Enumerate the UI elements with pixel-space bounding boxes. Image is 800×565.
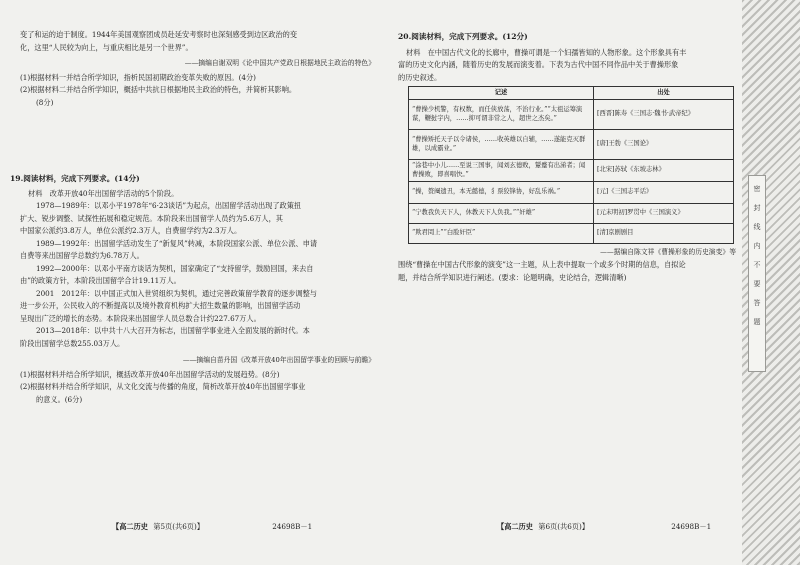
- q19-material: [20, 188, 375, 351]
- right-page: [398, 0, 736, 284]
- table-cell-source: [北宋]苏轼《东坡志林》: [594, 159, 734, 181]
- material-line: 材料 改革开放40年出国留学活动的5个阶段。: [28, 188, 179, 198]
- table-row: [409, 203, 734, 223]
- q19-part: (1)根据材料并结合所学知识，概括改革开放40年出国留学活动的发展趋势。(8分): [20, 369, 280, 379]
- q20-question-line: 围绕“曹操在中国古代形象的演变”这一主题，从上表中提取一个或多个时期的信息，自拟论: [398, 260, 686, 269]
- seal-char: 内: [753, 242, 761, 250]
- footer-code: 24698B－1: [671, 522, 712, 531]
- material-line: 自费等来出国留学总数约为6.78万人。: [20, 251, 144, 260]
- table-cell-text: “宁教我负天下人，休教天下人负我。”“奸雄”: [409, 203, 594, 223]
- table-cell-source: [元]《三国志平话》: [594, 181, 734, 203]
- prev-question-part: (1)根据材料一并结合所学知识，指析民国初期政治变革失败的原因。(4分): [20, 72, 256, 82]
- prev-question-part: (8分): [36, 97, 54, 107]
- footer-subject: 【高二历史: [497, 522, 533, 531]
- material-line: 2013—2018年：以中共十八大召开为标志，出国留学事业进入全面发展的新时代。本: [36, 326, 310, 335]
- q20-title: 20.阅读材料，完成下列要求。(12分): [398, 32, 528, 41]
- material-line: 1978—1989年：以邓小平1978年“6·23谈话”为起点，出国留学活动出现了政策扭: [36, 201, 302, 210]
- seal-char: 题: [753, 318, 761, 326]
- table-header: 记述: [409, 87, 594, 100]
- material-line: 1992—2000年：以邓小平南方谈话为契机，国家确定了“支持留学，鼓励回国，来去自: [36, 263, 314, 273]
- material-line: 扩大、锐步调整、试探性拓展和稳定规范。本阶段来出国留学人员约为5.6万人，其: [20, 213, 283, 223]
- footer-subject: 【高二历史: [112, 522, 148, 531]
- seal-char: 密: [753, 185, 761, 193]
- intro-line: 变了和运的迫于制度。1944年美国观察团成员赴延安考察时也深刻感受到边区政治的变: [20, 30, 298, 39]
- table-row: [409, 129, 734, 159]
- footer-page: 第6页(共6页)】: [538, 522, 589, 531]
- table-cell-source: [唐]王勃《三国论》: [594, 129, 734, 159]
- q19-part: (2)根据材料并结合所学知识，从文化交流与传播的角度，简析改革开放40年出国留学事业: [20, 382, 306, 391]
- table-cell-text: “涂巷中小儿……至说三国事，闻刘玄德败，颦蹙有出涕者；闻曹操败，即喜唱快。”: [409, 159, 594, 181]
- prev-question-part: (2)根据材料二并结合所学知识，概括中共抗日根据地民主政治的特色，并简析其影响。: [20, 85, 297, 94]
- seal-char: 答: [753, 299, 761, 307]
- material-line: 由”的政策方针，本阶段出国留学合计19.11万人。: [20, 276, 181, 285]
- table-cell-text: “操，赘阉遗丑，本无懿德，犭票狡锋协，好乱乐祸。”: [409, 181, 594, 203]
- table-cell-text: “曹操矫托天子以令诸侯，……收英雄以自辅，……遂能克灭群雄，以成霸业。”: [409, 129, 594, 159]
- seal-char: 要: [753, 280, 761, 288]
- seal-char: 线: [753, 223, 761, 231]
- table-header: 出处: [594, 87, 734, 100]
- left-footer: [112, 522, 312, 532]
- material-line: 2001 2012年：以中国正式加入世贸组织为契机，通过完善政策留学教育的逐步调整与: [36, 288, 317, 298]
- q19-part: 的意义。(6分): [36, 394, 83, 404]
- material-line: 材料 在中国古代文化的长廊中，曹操可谓是一个妇孺皆知的人物形象。这个形象具有丰: [406, 47, 687, 57]
- table-row: [409, 99, 734, 129]
- material-line: 阶段出国留学总数255.03万人。: [20, 338, 125, 348]
- table-cell-source: [清]京剧剧目: [594, 223, 734, 243]
- seal-line-text: [749, 180, 765, 332]
- table-cell-text: “曹操少机警，有权数，而任侠放荡，不治行业。”“太祖运筹演谋，鞭挝宇内，……抑可谓非常之人，超世之杰矣。”: [409, 99, 594, 129]
- q20-source: ——据编自陈文祥《曹操形象的历史演变》等: [600, 247, 736, 256]
- intro-source: ——摘编自谢双明《论中国共产党政日根据地民主政治的特色》: [184, 59, 375, 67]
- material-line: 进一步公开，公民收入的不断提高以及境外教育机构扩大招生数量的影响，出国留学活动: [20, 301, 301, 310]
- q19-source: ——摘编自苗丹国《改革开放40年出国留学事业的回顾与前瞻》: [182, 356, 375, 364]
- table-cell-text: “欺君罔上”“白脸奸臣”: [409, 223, 594, 243]
- seal-char: 封: [753, 204, 761, 212]
- right-footer: [497, 522, 711, 532]
- table-header-row: [409, 87, 734, 100]
- table-cell-source: [元末明初]罗贯中《三国演义》: [594, 203, 734, 223]
- material-line: 中国家公派约3.8万人，单位公派约2.3万人，自费留学约为2.3万人。: [20, 226, 242, 235]
- footer-page: 第5页(共6页)】: [153, 522, 204, 531]
- seal-line-box: [748, 175, 766, 372]
- left-page: [10, 0, 375, 406]
- seal-char: 不: [753, 261, 761, 269]
- material-line: 的历史叙述。: [398, 72, 442, 82]
- material-line: 呈现出广泛的增长的态势。本阶段来出国留学人员总数合计约227.67万人。: [20, 313, 261, 323]
- table-row: [409, 223, 734, 243]
- cao-cao-table: [408, 86, 734, 244]
- material-line: 富的历史文化内涵，随着历史的发展而演变着。下表为古代中国不同作品中关于曹操形象: [398, 60, 679, 69]
- intro-line: 化，这里“人民较为向上，与重庆相比是另一个世界”。: [20, 42, 193, 52]
- q19-title: 19.阅读材料，完成下列要求。(14分): [10, 174, 140, 183]
- q20-question-line: 题，并结合所学知识进行阐述。(要求：论题明确，史论结合，逻辑清晰): [398, 272, 627, 282]
- table-cell-source: [西晋]陈寿《三国志·魏书·武帝纪》: [594, 99, 734, 129]
- table-row: [409, 181, 734, 203]
- footer-code: 24698B－1: [272, 522, 313, 531]
- table-row: [409, 159, 734, 181]
- material-line: 1989—1992年：出国留学活动发生了“新复风”转减，本阶段国家公派、单位公派、申请: [36, 238, 318, 248]
